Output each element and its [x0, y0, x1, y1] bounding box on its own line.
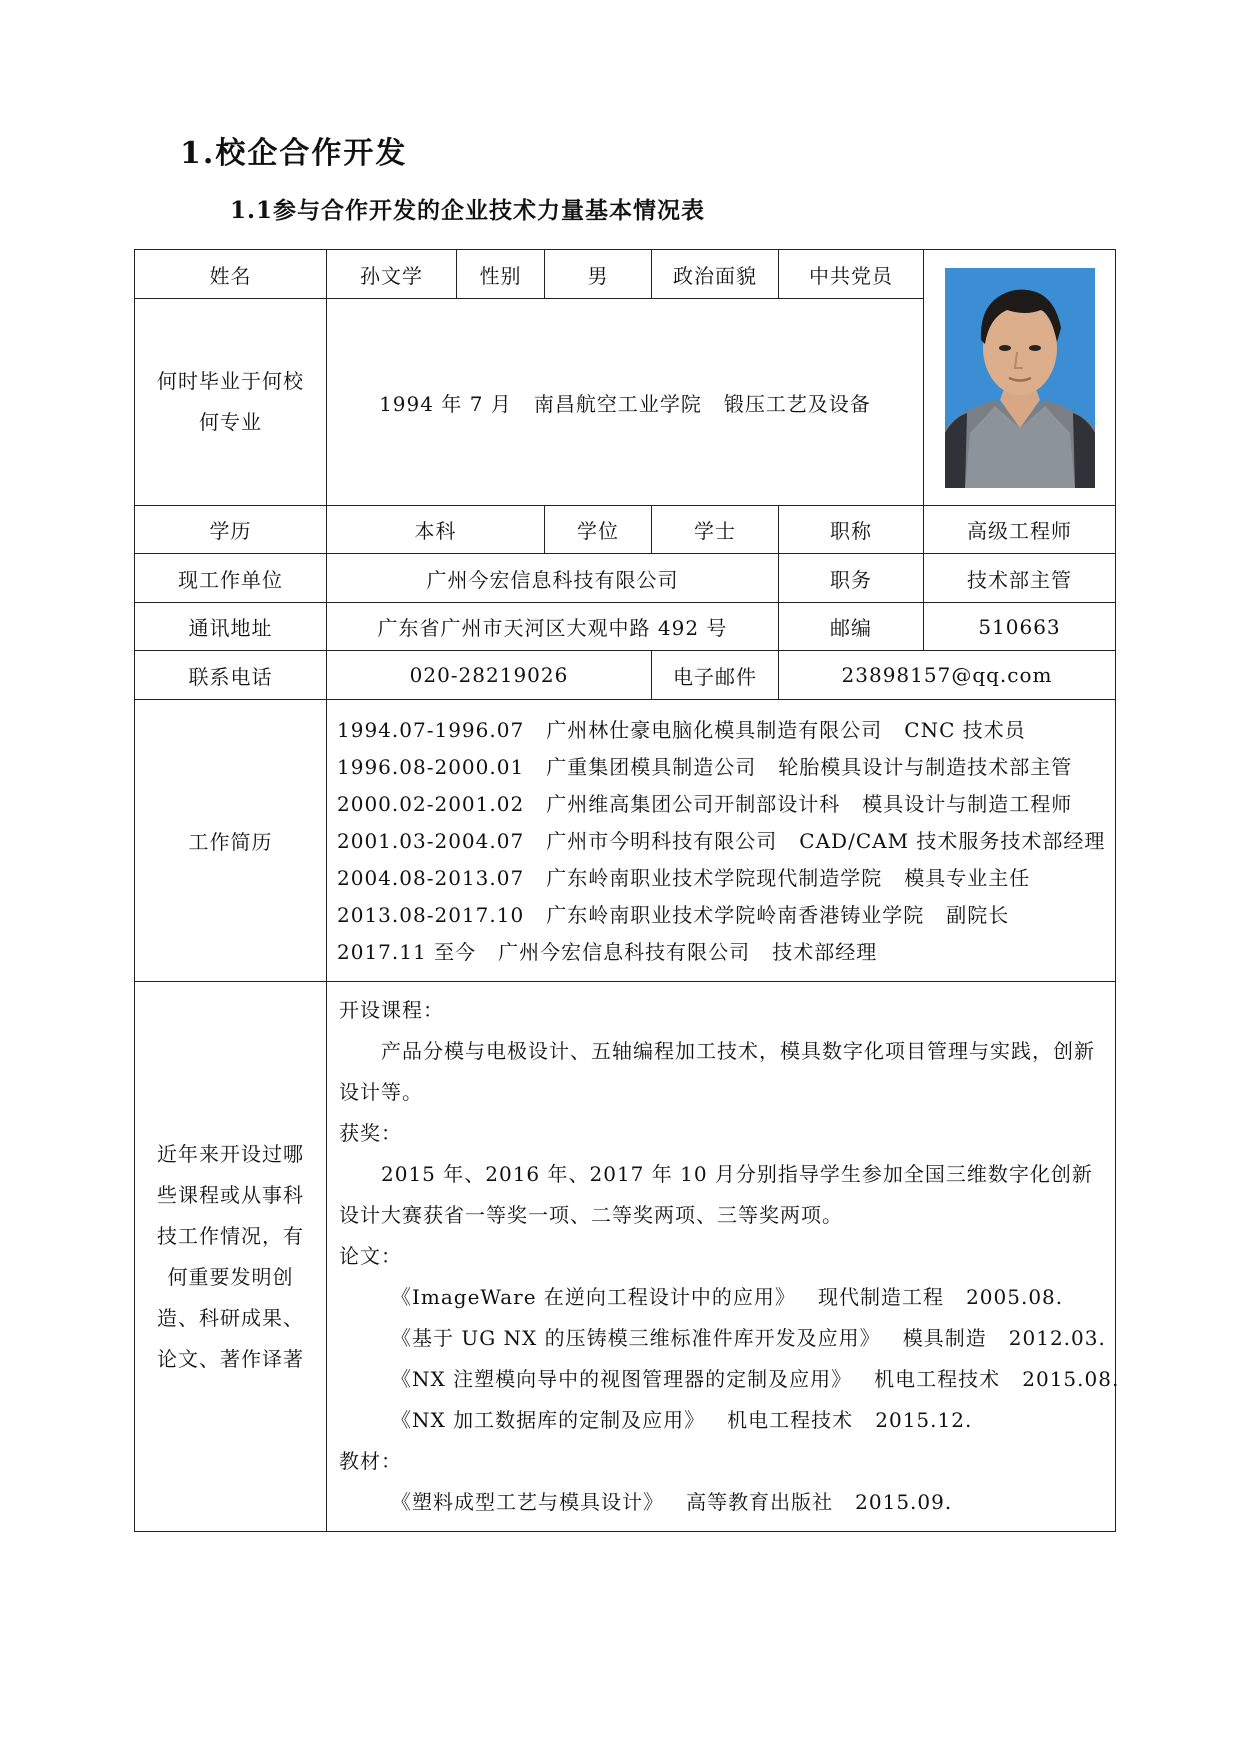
textbook-item: 《塑料成型工艺与模具设计》 高等教育出版社 2015.09.: [391, 1490, 953, 1514]
graduation-value: 1994 年 7 月 南昌航空工业学院 锻压工艺及设备: [327, 299, 924, 506]
work-history-entry: 2004.08-2013.07 广东岭南职业技术学院现代制造学院 模具专业主任: [337, 866, 1031, 890]
degree-value: 学士: [652, 506, 779, 554]
textbooks-heading: 教材：: [339, 1449, 402, 1473]
paper-item: 《NX 注塑模向导中的视图管理器的定制及应用》 机电工程技术 2015.08.: [391, 1367, 1120, 1391]
title-value: 高级工程师: [924, 506, 1116, 554]
phone-value: 020-28219026: [327, 651, 652, 700]
postcode-label: 邮编: [779, 603, 924, 651]
paper-item: 《NX 加工数据库的定制及应用》 机电工程技术 2015.12.: [391, 1408, 973, 1432]
awards-text: 2015 年、2016 年、2017 年 10 月分别指导学生参加全国三维数字化创新设计大赛获省一等奖一项、二等奖两项、三等奖两项。: [339, 1162, 1093, 1227]
email-label: 电子邮件: [652, 651, 779, 700]
work-history-entry: 2001.03-2004.07 广州市今明科技有限公司 CAD/CAM 技术服务技术部经理: [337, 829, 1106, 853]
email-value: 23898157@qq.com: [779, 651, 1116, 700]
courses-text: 产品分模与电极设计、五轴编程加工技术，模具数字化项目管理与实践，创新设计等。: [339, 1039, 1095, 1104]
achievements-label: 近年来开设过哪些课程或从事科技工作情况，有何重要发明创造、科研成果、论文、著作译著: [135, 982, 327, 1532]
degree-label: 学位: [545, 506, 652, 554]
title-label: 职称: [779, 506, 924, 554]
gender-label: 性别: [457, 250, 545, 299]
position-value: 技术部主管: [924, 554, 1116, 603]
phone-label: 联系电话: [135, 651, 327, 700]
achievements-content: [327, 982, 1120, 1532]
name-value: 孙文学: [327, 250, 457, 299]
graduation-label: 何时毕业于何校何专业: [135, 299, 327, 506]
subsection-heading: 1.1参与合作开发的企业技术力量基本情况表: [230, 197, 706, 224]
gender-value: 男: [545, 250, 652, 299]
portrait-photo: [945, 268, 1095, 488]
work-history-list: [327, 700, 1116, 982]
papers-heading: 论文：: [339, 1244, 402, 1268]
photo-cell: [924, 250, 1116, 506]
address-label: 通讯地址: [135, 603, 327, 651]
section-heading: 1.校企合作开发: [180, 136, 408, 171]
work-history-entry: 2017.11 至今 广州今宏信息科技有限公司 技术部经理: [337, 940, 878, 964]
education-label: 学历: [135, 506, 327, 554]
employer-label: 现工作单位: [135, 554, 327, 603]
postcode-value: 510663: [924, 603, 1116, 651]
paper-item: 《ImageWare 在逆向工程设计中的应用》 现代制造工程 2005.08.: [391, 1285, 1064, 1309]
paper-item: 《基于 UG NX 的压铸模三维标准件库开发及应用》 模具制造 2012.03.: [391, 1326, 1106, 1350]
work-history-entry: 2013.08-2017.10 广东岭南职业技术学院岭南香港铸业学院 副院长: [337, 903, 1010, 927]
work-history-entry: 2000.02-2001.02 广州维高集团公司开制部设计科 模具设计与制造工程师: [337, 792, 1073, 816]
name-label: 姓名: [135, 250, 327, 299]
education-value: 本科: [327, 506, 545, 554]
employer-value: 广州今宏信息科技有限公司: [327, 554, 779, 603]
profile-table: [134, 249, 1120, 1532]
position-label: 职务: [779, 554, 924, 603]
work-history-entry: 1996.08-2000.01 广重集团模具制造公司 轮胎模具设计与制造技术部主管: [337, 755, 1073, 779]
address-value: 广东省广州市天河区大观中路 492 号: [327, 603, 779, 651]
political-label: 政治面貌: [652, 250, 779, 299]
courses-heading: 开设课程：: [339, 998, 444, 1022]
awards-heading: 获奖：: [339, 1121, 402, 1145]
political-value: 中共党员: [779, 250, 924, 299]
work-history-entry: 1994.07-1996.07 广州林仕豪电脑化模具制造有限公司 CNC 技术员: [337, 718, 1026, 742]
work-history-label: 工作简历: [135, 700, 327, 982]
